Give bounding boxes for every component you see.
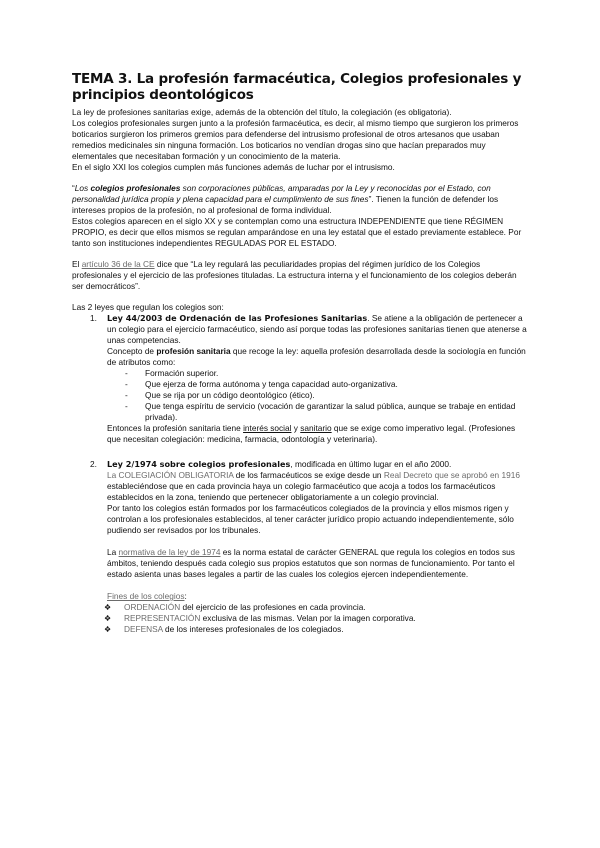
article-pre: El [72, 259, 82, 269]
law-item-1 [72, 313, 528, 445]
p1-mid: de los farmacéuticos se exige desde un [233, 470, 384, 480]
law-2-paragraph-3 [107, 547, 528, 580]
quote-open: “ [72, 183, 75, 193]
concept-pre: Concepto de [107, 346, 157, 356]
quote-paragraph-2: Estos colegios aparecen en el siglo XX y se contemplan como una estructura INDEPENDIENTE que tiene RÉGIMEN PROPIO, es decir que ellos mismos se regulan amparándose en una ley estatal que el estado previamente establece. Por tanto son instituciones independientes REGULADAS POR EL ESTADO. [72, 216, 522, 248]
quote-italic-pre: Los [74, 183, 91, 193]
law-2-title: Ley 2/1974 sobre colegios profesionales [107, 459, 291, 469]
conclusion-mid: y [291, 423, 301, 433]
real-decreto-term: Real Decreto que se aprobó en 1916 [383, 470, 520, 480]
article-paragraph [72, 259, 528, 292]
fin-text: del ejercicio de las profesiones en cada provincia. [180, 602, 366, 612]
page-title: TEMA 3. La profesión farmacéutica, Colegios profesionales y principios deontológicos [72, 71, 522, 103]
concept-post: que recoge la ley: aquella profesión desarrollada desde la sociología en función de atributos como: [107, 346, 526, 367]
concept-term: profesión sanitaria [156, 346, 231, 356]
fines-list [72, 602, 528, 635]
diamond-bullet-icon: ❖ [104, 625, 112, 634]
fin-text: de los intereses profesionales de los colegiados. [162, 624, 344, 634]
attribute-text: Que se rija por un código deontológico (ético). [145, 390, 315, 400]
laws-intro: Las 2 leyes que regulan los colegios son: [72, 302, 224, 312]
list-item [107, 401, 528, 423]
conclusion-pre: Entonces la profesión sanitaria tiene [107, 423, 244, 433]
fines-colon: : [184, 591, 187, 601]
article-text: dice que “La ley regulará las peculiaridades propias del régimen jurídico de los Colegios profesionales y el ejercicio de las profesiones tituladas. La estructura interna y el funcionamiento de los colegios deberán ser democráticos”. [72, 259, 517, 291]
list-item [107, 379, 528, 390]
colegiacion-term: La COLEGIACIÓN OBLIGATORIA [107, 470, 234, 480]
intro-paragraph-1: La ley de profesiones sanitarias exige, además de la obtención del título, la colegiación (es obligatoria). [72, 107, 452, 117]
spacer [72, 445, 528, 459]
document-page [72, 71, 528, 635]
law-1-title: Ley 44/2003 de Ordenación de las Profesiones Sanitarias [107, 313, 368, 323]
attribute-text: Que ejerza de forma autónoma y tenga capacidad auto-organizativa. [145, 379, 398, 389]
list-item [72, 624, 528, 635]
dash-bullet: - [125, 401, 128, 411]
fin-text: exclusiva de las mismas. Velan por la imagen corporativa. [200, 613, 416, 623]
quote-term: colegios profesionales [90, 183, 181, 193]
fin-term: DEFENSA [124, 624, 163, 634]
diamond-bullet-icon: ❖ [104, 603, 112, 612]
p3-post: es la norma estatal de carácter GENERAL que regula los colegios en todos sus ámbitos, teniendo después cada colegio sus propios estatutos que son normas de funcionamiento. Por tanto el estado asienta unas bases legales a partir de las cuales los colegios ejercen independientemente. [107, 547, 515, 579]
attribute-text: Formación superior. [145, 368, 219, 378]
article-36-link[interactable]: artículo 36 de la CE [81, 259, 155, 269]
diamond-bullet-icon: ❖ [104, 614, 112, 623]
quote-paragraph [72, 183, 528, 216]
list-item [107, 390, 528, 401]
attributes-list [107, 368, 528, 423]
law-1-text: . Se atiene a la obligación de pertenecer a un colegio para el ejercicio farmacéutico, siendo así porque todas las profesiones sanitarias tienen que atenerse a unas competencias. [107, 313, 527, 345]
list-item [107, 368, 528, 379]
attribute-text: Que tenga espíritu de servicio (vocación de garantizar la salud pública, aunque se trabaje en entidad privada). [145, 401, 516, 422]
law-1-conclusion [107, 423, 528, 445]
fines-heading-text: Fines de los colegios [107, 591, 185, 601]
quote-definition: son corporaciones públicas, amparadas por la Ley y reconocidas por el Estado, con personalidad jurídica propia y plena capacidad para el cumplimiento de sus fines [72, 183, 491, 204]
law-2-paragraph-2: Por tanto los colegios están formados por los farmacéuticos colegiados de la provincia y ellos mismos rigen y controlan a los profesionales establecidos, al tener carácter jurídico propio actuando independientemente, sólo pudiendo ser revisados por los tribunales. [107, 503, 514, 535]
conclusion-underlined-1: interés social [243, 423, 292, 433]
conclusion-underlined-2: sanitario [300, 423, 332, 433]
dash-bullet: - [125, 368, 128, 378]
dash-bullet: - [125, 379, 128, 389]
law-2-text: , modificada en último lugar en el año 2000. [290, 459, 452, 469]
law-number: 1. [90, 313, 97, 323]
law-number: 2. [90, 459, 97, 469]
list-item [72, 613, 528, 624]
list-item [72, 602, 528, 613]
fines-heading [107, 591, 528, 602]
p1-post: estableciéndose que en cada provincia haya un colegio farmacéutico que acoja a todos los farmacéuticos establecidos en la zona, teniendo que pertenecer obligatoriamente a un colegio provincial. [107, 481, 496, 502]
intro-paragraph-3: En el siglo XXI los colegios cumplen más funciones además de luchar por el intrusismo. [72, 162, 395, 172]
laws-list [72, 313, 528, 635]
quote-close: ”. Tienen la función de defender los intereses propios de la profesión, no al profesional de forma individual. [72, 194, 499, 215]
law-1-concept [107, 346, 528, 368]
law-2-paragraph-1 [107, 470, 528, 503]
dash-bullet: - [125, 390, 128, 400]
fin-term: REPRESENTACIÓN [124, 613, 201, 623]
normativa-link[interactable]: normativa de la ley de 1974 [118, 547, 221, 557]
p3-pre: La [107, 547, 119, 557]
law-item-2 [72, 459, 528, 635]
fin-term: ORDENACIÓN [124, 602, 181, 612]
intro-paragraph-2: Los colegios profesionales surgen junto a la profesión farmacéutica, es decir, al mismo tiempo que surgieron los primeros boticarios surgieron los primeros gremios para defenderse del intrusismo profesional de otros artesanos que usaban remedios medicinales sin ninguna formación. Los boticarios no vendían drogas sino que hacían preparados muy elementales que necesitaban formación y un conocimiento de la materia. [72, 118, 519, 161]
conclusion-post: que se exige como imperativo legal. (Profesiones que necesitan colegiación: medicina, farmacia, odontología y veterinaria). [107, 423, 516, 444]
